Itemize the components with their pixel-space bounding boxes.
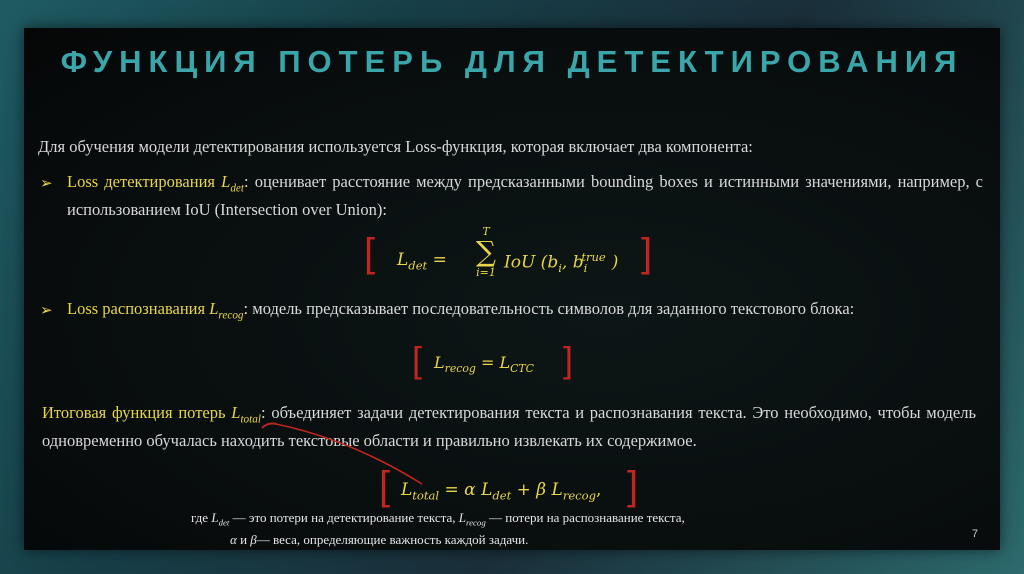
bullet2-text — [67, 298, 983, 326]
arrow-bullet-icon: ➢ — [40, 303, 53, 319]
footnote-line1: где $L_{det}$ — это потери на детектирование текста, $L_{recog}$ — потери на распознавание текста, — [191, 510, 685, 528]
formula1-bracket-left: [ — [364, 231, 376, 275]
footnote-line2: α и β— веса, определяющие важность каждой задачи. — [230, 532, 529, 547]
formula1-sum: T ∑ i=1 — [476, 225, 496, 279]
formula2-bracket-left: [ — [412, 339, 423, 380]
bullet2-desc: : модель предсказывает последовательность символов для заданного текстового блока: — [243, 299, 855, 318]
slide-title: ФУНКЦИЯ ПОТЕРЬ ДЛЯ ДЕТЕКТИРОВАНИЯ — [60, 44, 964, 79]
bullet1-symbol: $L_{det}$ — [221, 172, 245, 195]
bullet2-symbol: $L_{recog}$ — [209, 299, 244, 322]
formula1-lhs: $L_{det}$ = — [397, 250, 447, 273]
formula3-bracket-left: [ — [379, 464, 391, 508]
total-symbol: $L_{total}$ — [231, 403, 262, 426]
arrow-bullet-icon: ➢ — [40, 176, 53, 192]
total-text — [42, 402, 976, 451]
formula3-bracket-right: ] — [627, 464, 639, 508]
total-desc: : объединяет задачи детектирования текста и распознавания текста. Это необходимо, чтобы модель одновременно обучалась находить текстовые области и правильно извлекать их содержимое. — [42, 403, 977, 451]
total-label: Итоговая функция потерь — [42, 403, 226, 422]
bullet2-label: Loss распознавания — [67, 299, 206, 318]
formula1-bracket-right: ] — [641, 231, 653, 275]
bullet1-text — [67, 171, 983, 220]
bullet1-label: Loss детектирования — [67, 172, 216, 191]
formula2-bracket-right: ] — [563, 339, 574, 380]
formula3: $L_{total} = \alpha$ $L_{det} + \beta$ $L_{recog}$, — [401, 480, 602, 503]
bullet1-desc: : оценивает расстояние между предсказанными bounding boxes и истинными значениями, например, с использованием IoU (Intersection over Union): — [67, 172, 983, 220]
page-number: 7 — [971, 528, 978, 540]
formula1-rhs: IoU ($b_i$, $b_i^{true}$ ) — [504, 250, 619, 276]
intro-text: Для обучения модели детектирования используется Loss-функция, которая включает два компонента: — [38, 137, 753, 156]
formula2: $L_{recog} = L_{CTC}$ — [434, 353, 534, 376]
slide — [24, 28, 1000, 550]
